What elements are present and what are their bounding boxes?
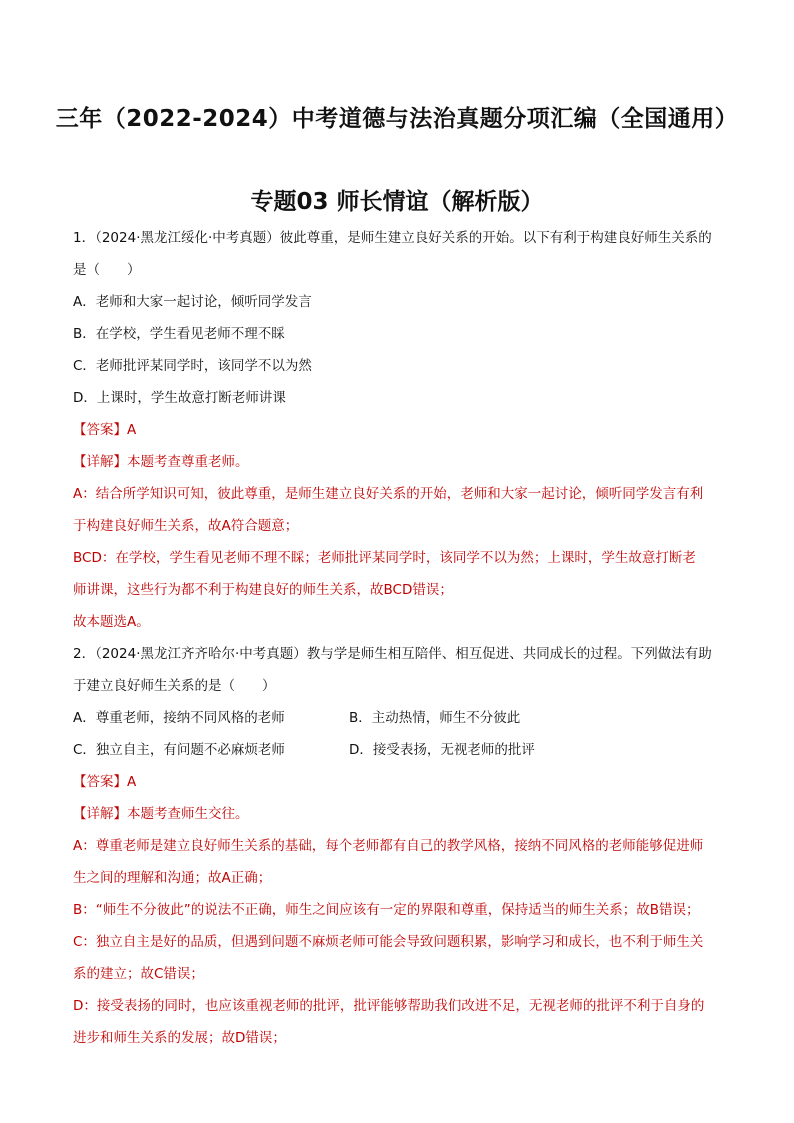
q2-option-c: C．独立自主，有问题不必麻烦老师 xyxy=(73,742,285,758)
q2-explanation-a-line1: A：尊重老师是建立良好师生关系的基础，每个老师都有自己的教学风格，接纳不同风格的老师能够促进师 xyxy=(73,838,704,854)
q1-conclusion: 故本题选A。 xyxy=(73,614,150,630)
q2-explanation-b: B：“师生不分彼此”的说法不正确，师生之间应该有一定的界限和尊重，保持适当的师生关系；故B错误； xyxy=(73,902,700,918)
q2-detail: 【详解】本题考查师生交往。 xyxy=(73,806,249,822)
q2-stem-line1: 2．（2024·黑龙江齐齐哈尔·中考真题）教与学是师生相互陪伴、相互促进、共同成长的过程。下列做法有助 xyxy=(73,646,712,662)
q1-option-d: D．上课时，学生故意打断老师讲课 xyxy=(73,390,286,406)
q1-option-a: A．老师和大家一起讨论，倾听同学发言 xyxy=(73,294,312,310)
q2-option-b: B．主动热情，师生不分彼此 xyxy=(349,710,521,726)
q2-explanation-d-line1: D：接受表扬的同时，也应该重视老师的批评，批评能够帮助我们改进不足，无视老师的批评不利于自身的 xyxy=(73,998,705,1014)
q1-stem-line2: 是（ ） xyxy=(73,262,141,278)
q2-option-a: A．尊重老师，接纳不同风格的老师 xyxy=(73,710,285,726)
document-body xyxy=(73,228,725,1060)
q1-explanation-a-line1: A：结合所学知识可知，彼此尊重，是师生建立良好关系的开始，老师和大家一起讨论，倾听同学发言有利 xyxy=(73,486,704,502)
q2-stem-line2: 于建立良好师生关系的是（ ） xyxy=(73,678,276,694)
q1-explanation-a-line2: 于构建良好师生关系，故A符合题意； xyxy=(73,518,299,534)
q1-explanation-bcd-line2: 师讲课，这些行为都不利于构建良好的师生关系，故BCD错误； xyxy=(73,582,453,598)
q1-option-b: B．在学校，学生看见老师不理不睬 xyxy=(73,326,285,342)
q2-explanation-c-line1: C：独立自主是好的品质，但遇到问题不麻烦老师可能会导致问题积累，影响学习和成长，也不利于师生关 xyxy=(73,934,704,950)
q1-option-c: C．老师批评某同学时，该同学不以为然 xyxy=(73,358,312,374)
q2-explanation-a-line2: 生之间的理解和沟通；故A正确； xyxy=(73,870,272,886)
document-subtitle: 专题03 师长情谊（解析版） xyxy=(250,189,544,215)
q2-option-d: D．接受表扬，无视老师的批评 xyxy=(349,742,535,758)
q1-detail: 【详解】本题考查尊重老师。 xyxy=(73,454,249,470)
q2-explanation-c-line2: 系的建立；故C错误； xyxy=(73,966,204,982)
q2-explanation-d-line2: 进步和师生关系的发展；故D错误； xyxy=(73,1030,286,1046)
q2-answer: 【答案】A xyxy=(73,774,137,790)
q2-options-row1 xyxy=(73,708,725,740)
q1-explanation-bcd-line1: BCD：在学校，学生看见老师不理不睬；老师批评某同学时，该同学不以为然；上课时，学生故意打断老 xyxy=(73,550,696,566)
document-title: 三年（2022-2024）中考道德与法治真题分项汇编（全国通用） xyxy=(55,106,739,132)
q1-answer: 【答案】A xyxy=(73,422,137,438)
q2-options-row2 xyxy=(73,740,725,772)
q1-stem-line1: 1．（2024·黑龙江绥化·中考真题）彼此尊重，是师生建立良好关系的开始。以下有利于构建良好师生关系的 xyxy=(73,230,712,246)
